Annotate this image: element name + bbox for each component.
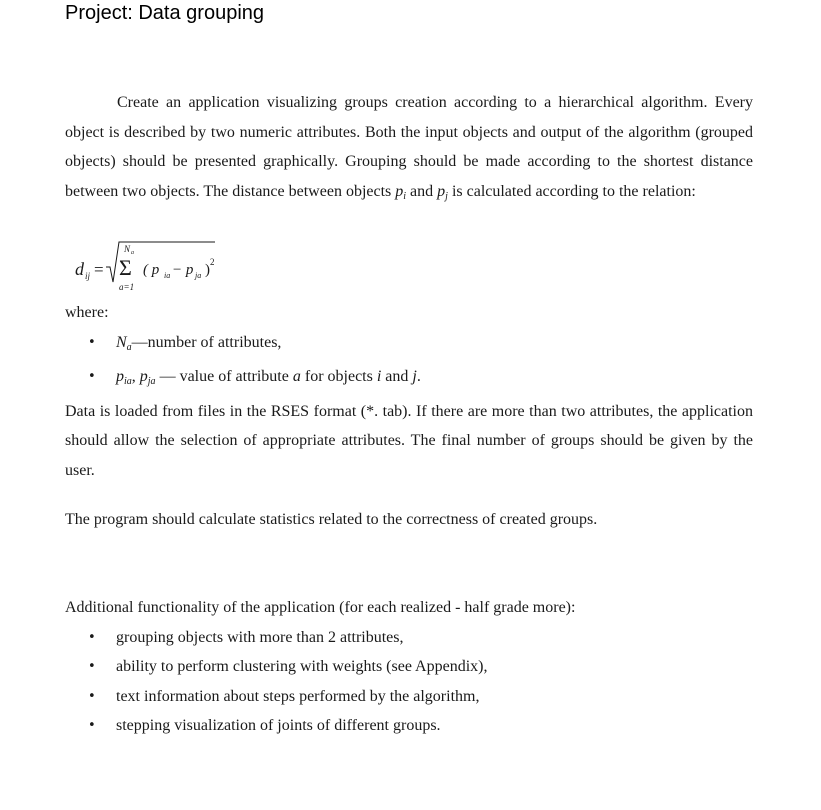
symbol-p-i: $p_i$: [395, 182, 407, 202]
additional-item: • ability to perform clustering with weights (see Appendix),: [65, 652, 753, 682]
stats-block: [65, 505, 753, 535]
formula-minus: − p: [172, 262, 194, 278]
symbol-p-j: $p_j$: [437, 182, 448, 202]
page-title: Project: Data grouping: [65, 2, 265, 24]
intro-text-2: is calculated according to the relation:: [451, 182, 696, 200]
data-paragraph: Data is loaded from files in the RSES format (*. tab). If there are more than two attributes, the application should allow the selection of appropriate attributes. The final number of groups should be given by the user.: [65, 402, 753, 479]
sigma-symbol: Σ: [119, 255, 132, 280]
definition-item: • $N_a—number$ of attributes,: [65, 328, 753, 363]
formula-equals: =: [94, 260, 104, 279]
formula-lhs: d: [75, 259, 84, 279]
additional-block: [65, 593, 753, 741]
intro-text-1: Create an application visualizing groups creation according to a hierarchical algorithm. Every object is described by two numeric attributes. Both the input objects and output of the algorithm (grouped objects) should be presented graphically. Grouping should be made according to the shortest distance between two objects. The distance between objects: [65, 94, 753, 200]
intro-paragraph: [65, 88, 753, 211]
formula-exponent: 2: [210, 257, 215, 267]
additional-item: • stepping visualization of joints of different groups.: [65, 711, 753, 741]
formula-lhs-sub: ij: [85, 271, 91, 281]
sum-lower: a=1: [119, 282, 135, 292]
formula-term-sub2: ja: [195, 271, 202, 280]
intro-and: and: [410, 182, 434, 200]
additional-list: [65, 623, 753, 741]
distance-formula: [75, 238, 235, 296]
formula-close: ): [205, 262, 210, 278]
sum-upper-sub: a: [131, 250, 134, 256]
stats-paragraph: The program should calculate statistics related to the correctness of created groups.: [65, 511, 598, 528]
definition-item: • $p_{ia}$, $p_{ja}$ — value of attribute a for objects i and j.: [65, 362, 753, 397]
formula-term-sub1: ia: [164, 271, 171, 280]
formula-term: ( p: [143, 262, 160, 278]
sum-upper: N: [124, 244, 131, 254]
definitions-block: [65, 298, 753, 485]
additional-label: Additional functionality of the application (for each realized - half grade more):: [65, 599, 576, 616]
definitions-list: [65, 328, 753, 397]
additional-item: • grouping objects with more than 2 attributes,: [65, 623, 753, 653]
where-label: where:: [65, 304, 109, 321]
additional-item: • text information about steps performed by the algorithm,: [65, 682, 753, 712]
